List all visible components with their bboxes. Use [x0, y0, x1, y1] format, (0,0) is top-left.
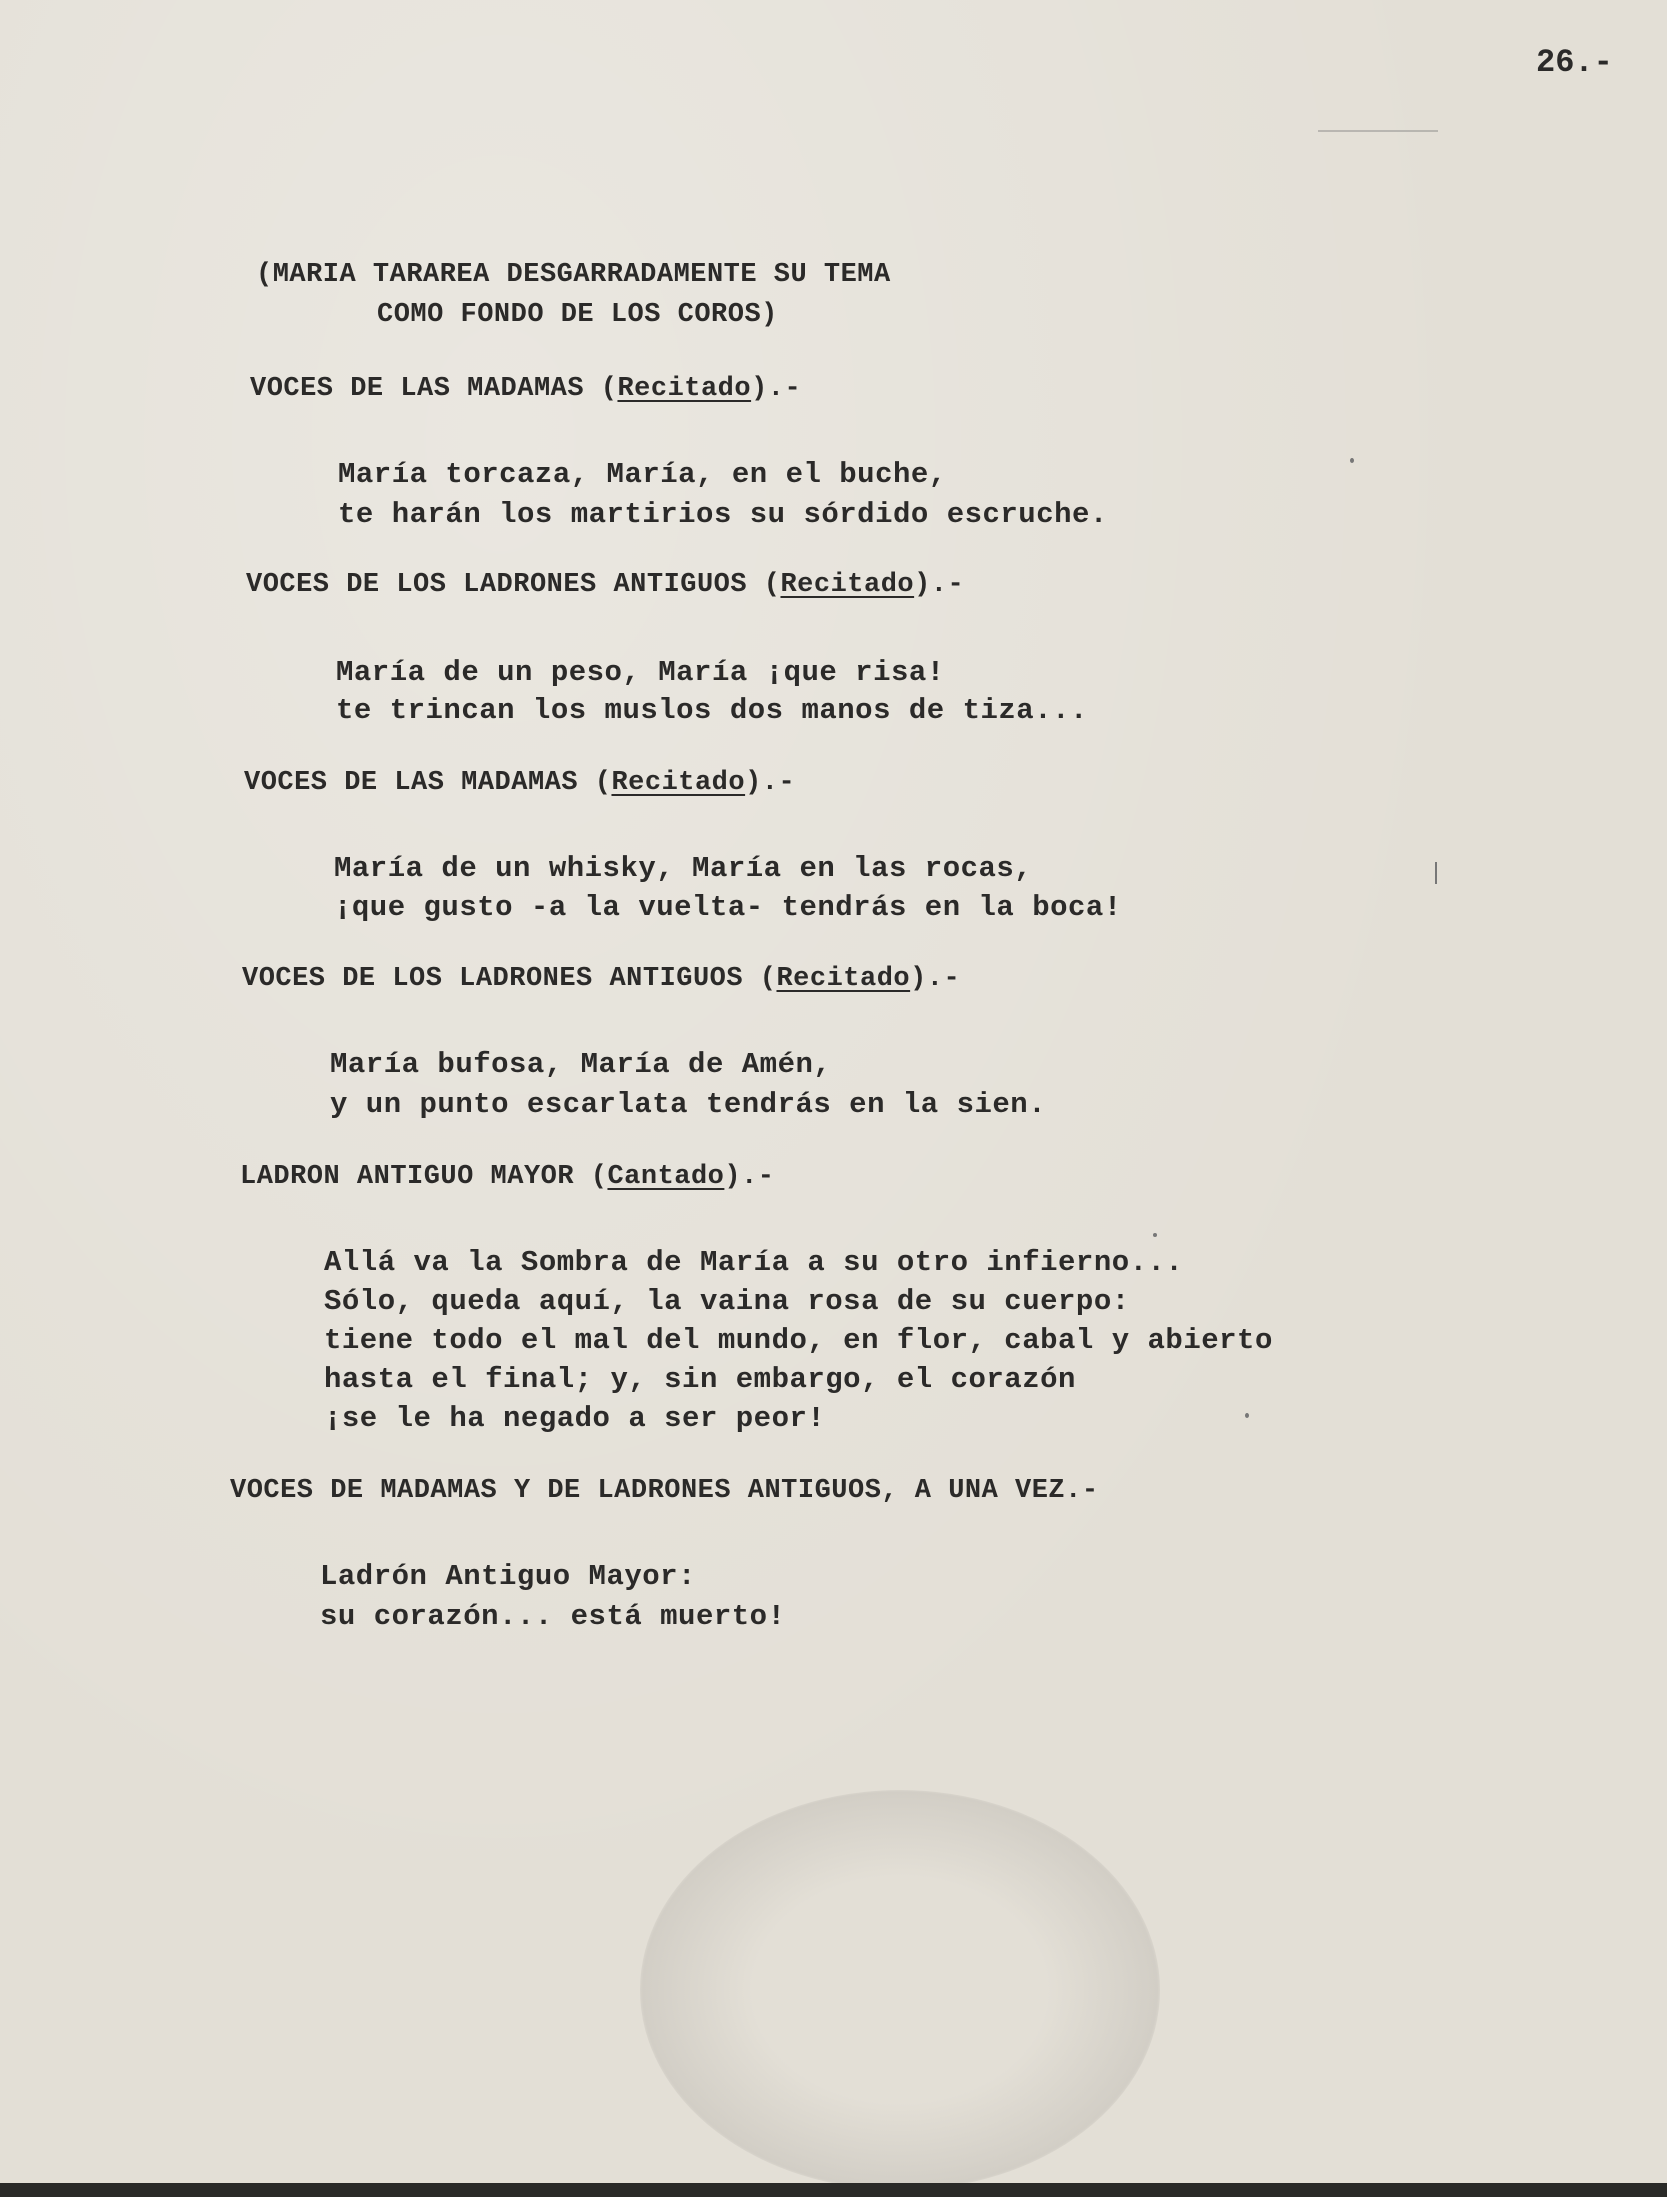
verse-line: tiene todo el mal del mundo, en flor, cabal y abierto: [324, 1324, 1273, 1357]
ink-speck: [1350, 458, 1354, 463]
speaker-heading: VOCES DE LOS LADRONES ANTIGUOS (Recitado).-: [242, 964, 961, 994]
stage-direction-line-1: (MARIA TARAREA DESGARRADAMENTE SU TEMA: [256, 260, 891, 290]
ink-speck: [1153, 1233, 1157, 1237]
verse-line: Ladrón Antiguo Mayor:: [320, 1560, 696, 1593]
paper-stain: [640, 1790, 1160, 2190]
verse-line: María de un whisky, María en las rocas,: [334, 852, 1033, 885]
verse-line: Allá va la Sombra de María a su otro infierno...: [324, 1246, 1184, 1279]
speaker-heading: LADRON ANTIGUO MAYOR (Cantado).-: [240, 1162, 775, 1192]
scan-edge: [0, 2183, 1667, 2197]
verse-line: hasta el final; y, sin embargo, el corazón: [324, 1363, 1076, 1396]
verse-line: María bufosa, María de Amén,: [330, 1048, 832, 1081]
verse-line: te trincan los muslos dos manos de tiza...: [336, 694, 1088, 727]
speaker-heading: VOCES DE LAS MADAMAS (Recitado).-: [250, 374, 802, 404]
delivery-mode: Recitado: [617, 374, 752, 404]
delivery-mode: Cantado: [607, 1162, 725, 1192]
speaker-heading: VOCES DE LAS MADAMAS (Recitado).-: [244, 768, 796, 798]
stage-direction-line-2: COMO FONDO DE LOS COROS): [377, 300, 778, 330]
verse-line: María de un peso, María ¡que risa!: [336, 656, 945, 689]
ink-mark: [1318, 130, 1438, 132]
speaker-heading: VOCES DE LOS LADRONES ANTIGUOS (Recitado).-: [246, 570, 965, 600]
ink-speck: [1245, 1413, 1249, 1418]
page-number: 26.-: [1536, 44, 1613, 81]
verse-line: te harán los martirios su sórdido escruche.: [338, 498, 1108, 531]
verse-line: ¡se le ha negado a ser peor!: [324, 1402, 826, 1435]
delivery-mode: Recitado: [780, 570, 915, 600]
verse-line: ¡que gusto -a la vuelta- tendrás en la boca!: [334, 891, 1122, 924]
delivery-mode: Recitado: [611, 768, 746, 798]
delivery-mode: Recitado: [776, 964, 911, 994]
verse-line: María torcaza, María, en el buche,: [338, 458, 947, 491]
verse-line: su corazón... está muerto!: [320, 1600, 786, 1633]
verse-line: Sólo, queda aquí, la vaina rosa de su cuerpo:: [324, 1285, 1130, 1318]
verse-line: y un punto escarlata tendrás en la sien.: [330, 1088, 1047, 1121]
ink-mark: [1435, 862, 1437, 884]
speaker-heading: VOCES DE MADAMAS Y DE LADRONES ANTIGUOS, A UNA VEZ.-: [230, 1476, 1099, 1506]
